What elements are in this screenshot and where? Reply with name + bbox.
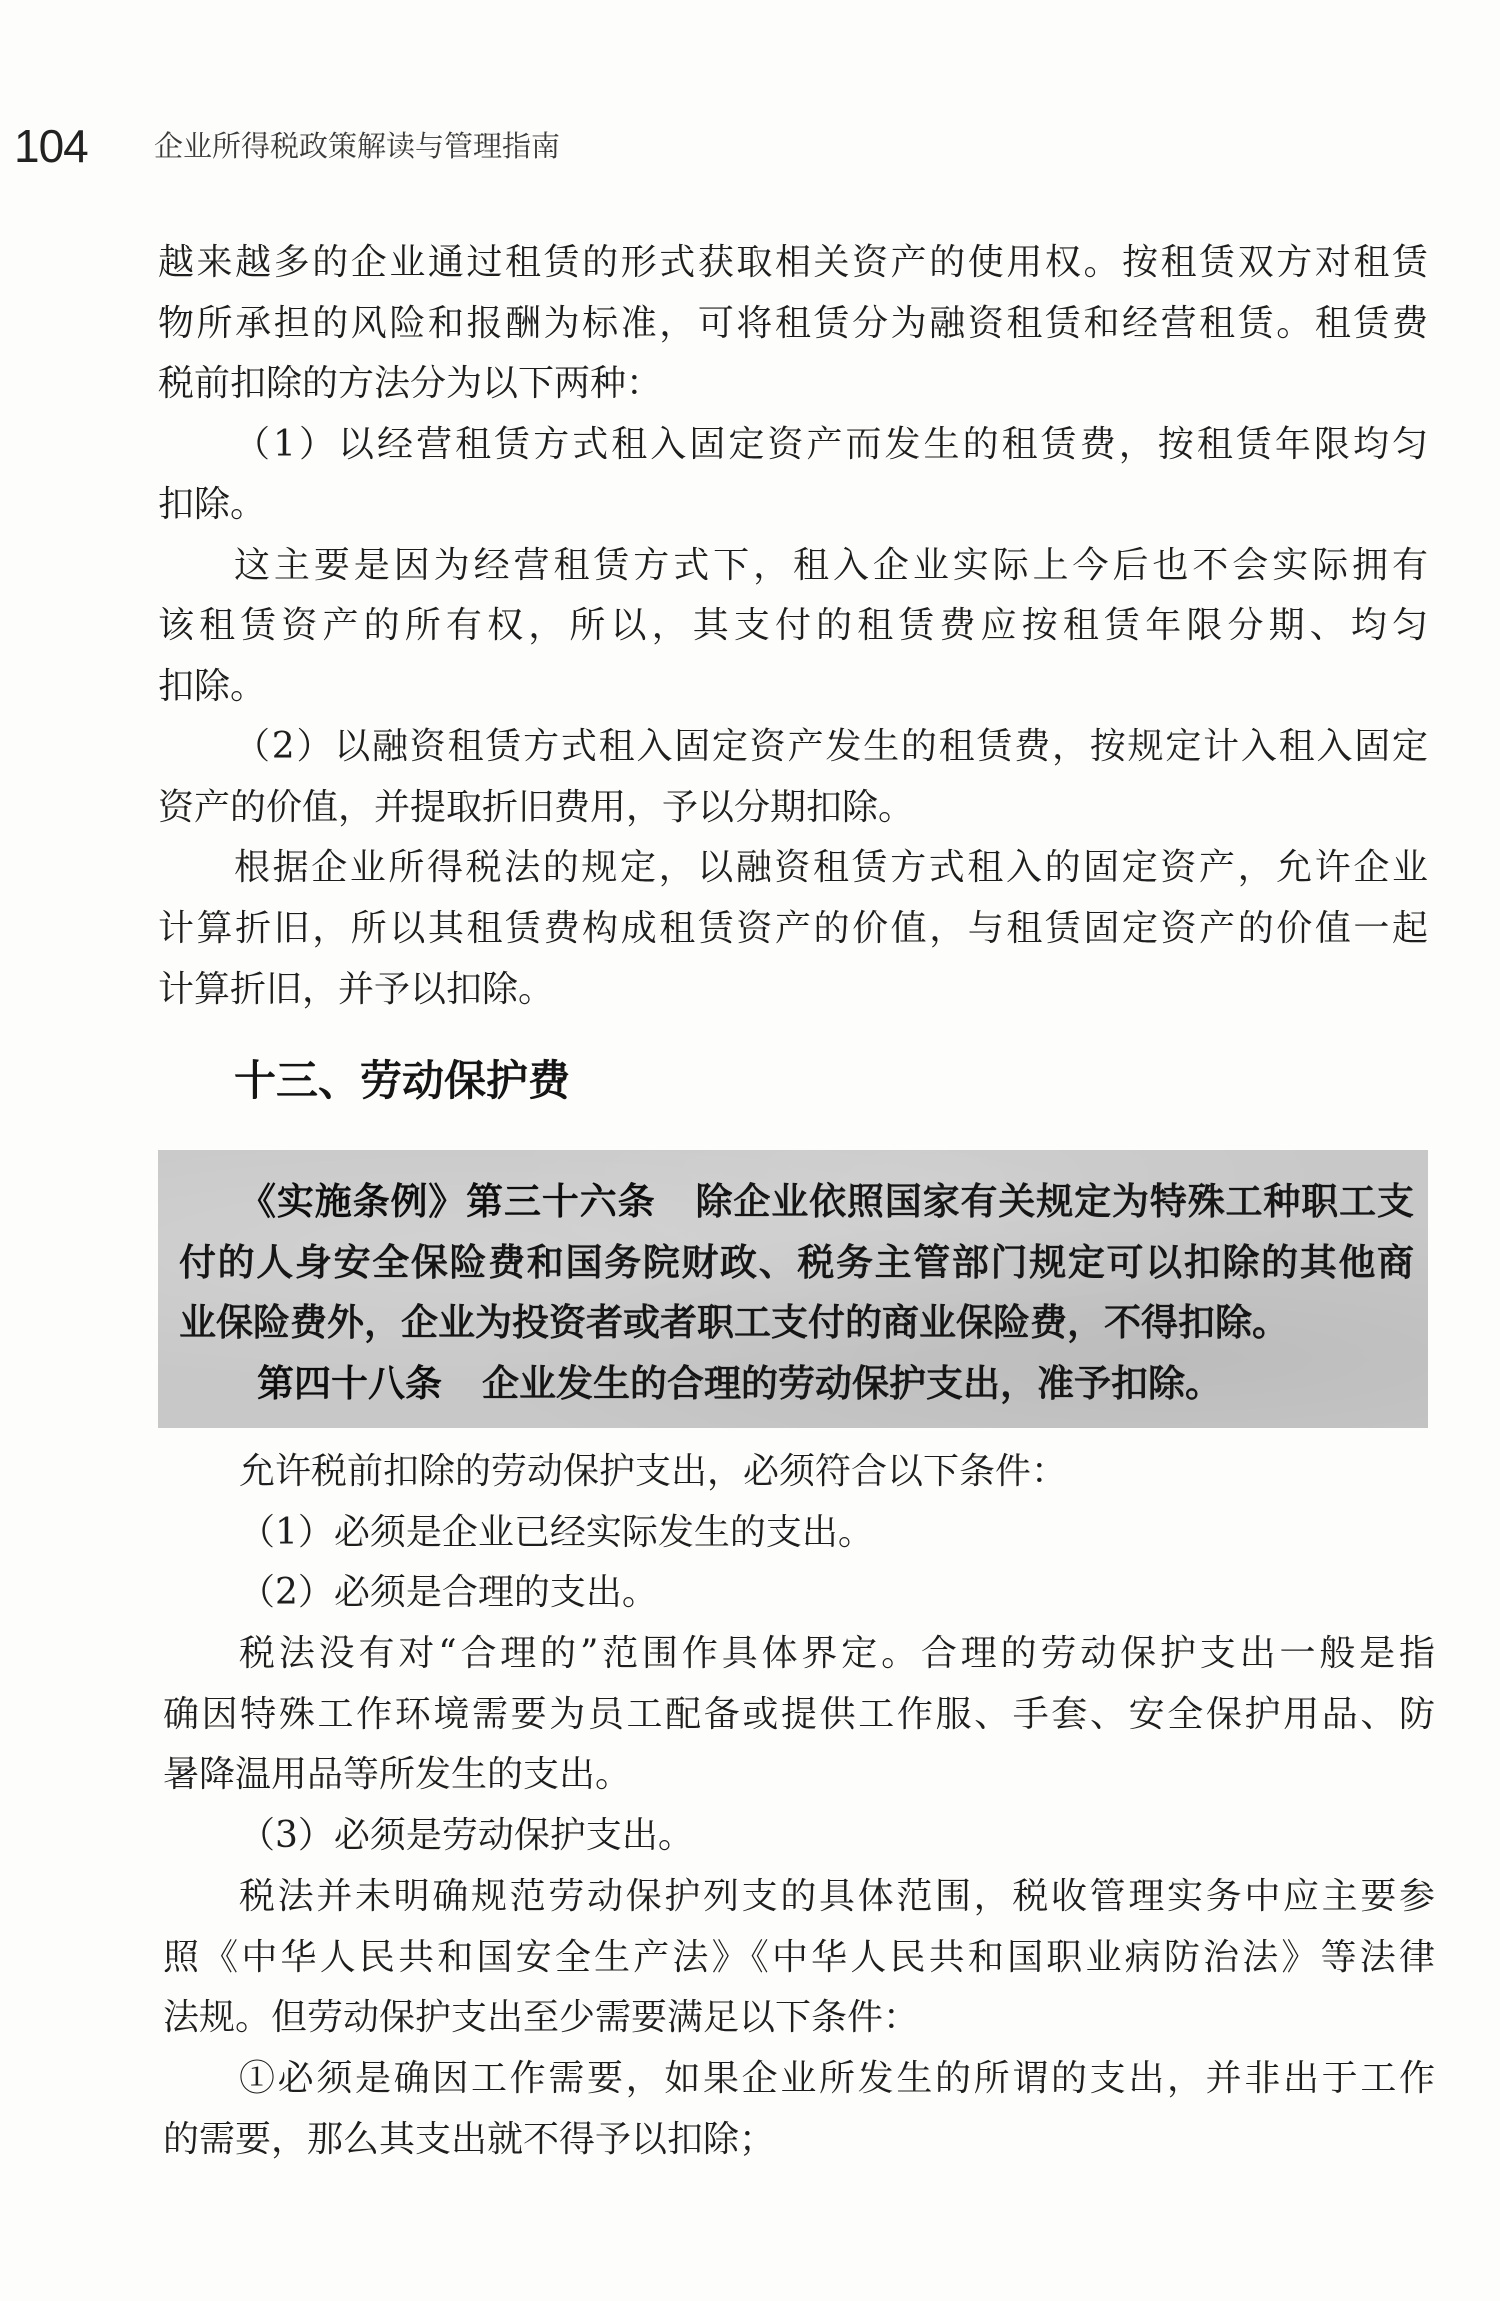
text-line: 这主要是因为经营租赁方式下，租入企业实际上今后也不会实际拥有 xyxy=(234,544,1428,586)
paragraph xyxy=(158,233,1428,415)
article-text: 企业发生的合理的劳动保护支出，准予扣除。 xyxy=(482,1360,1222,1405)
paragraph xyxy=(158,838,1428,1020)
text-line: 物所承担的风险和报酬为标准，可将租赁分为融资租赁和经营租赁。租赁费 xyxy=(158,302,1428,344)
text-line: 付的人身安全保险费和国务院财政、税务主管部门规定可以扣除的其他商 xyxy=(179,1239,1414,1284)
text-line: 的需要，那么其支出就不得予以扣除； xyxy=(163,2118,776,2160)
paragraph xyxy=(158,536,1428,718)
paragraph xyxy=(158,717,1428,838)
text-line: （2）以融资租赁方式租入固定资产发生的租赁费，按规定计入租入固定 xyxy=(234,726,1428,768)
text-line: 业保险费外，企业为投资者或者职工支付的商业保险费，不得扣除。 xyxy=(179,1300,1289,1344)
text-line: 根据企业所得税法的规定，以融资租赁方式租入的固定资产，允许企业 xyxy=(234,847,1428,889)
article-48-line xyxy=(179,1353,1414,1414)
article-label: 《实施条例》第三十六条 xyxy=(239,1180,656,1223)
text-line: 越来越多的企业通过租赁的形式获取相关资产的使用权。按租赁双方对租赁 xyxy=(158,242,1428,283)
text-line: 暑降温用品等所发生的支出。 xyxy=(163,1754,632,1796)
text-line: （3）必须是劳动保护支出。 xyxy=(239,1815,694,1857)
section-heading: 十三、劳动保护费 xyxy=(234,1056,571,1105)
text-line: 扣除。 xyxy=(158,665,267,707)
paragraph xyxy=(163,2049,1435,2170)
text-line: 照《中华人民共和国安全生产法》《中华人民共和国职业病防治法》等法律 xyxy=(163,1936,1435,1978)
text-line: 法规。但劳动保护支出至少需要满足以下条件： xyxy=(163,1997,920,2039)
article-36-line xyxy=(179,1171,1414,1232)
text-line: 税前扣除的方法分为以下两种： xyxy=(158,363,663,405)
text-line: 税法并未明确规范劳动保护列支的具体范围，税收管理实务中应主要参 xyxy=(239,1875,1435,1917)
text-line: 税法没有对“合理的”范围作具体界定。合理的劳动保护支出一般是指 xyxy=(239,1633,1435,1675)
labor-section xyxy=(163,1442,1435,2170)
lease-section xyxy=(158,233,1428,1020)
paragraph xyxy=(163,1442,1435,1503)
paragraph xyxy=(163,1806,1435,1867)
page-number: 104 xyxy=(14,120,88,172)
paragraph xyxy=(163,1624,1435,1806)
text-line: 计算折旧，并予以扣除。 xyxy=(158,968,555,1010)
text-line: ①必须是确因工作需要，如果企业所发生的所谓的支出，并非出于工作 xyxy=(239,2057,1435,2099)
text-line: （1）必须是企业已经实际发生的支出。 xyxy=(239,1511,874,1553)
paragraph xyxy=(163,1503,1435,1564)
regulation-quote-box xyxy=(158,1150,1428,1428)
paragraph xyxy=(163,1563,1435,1624)
text-line: （2）必须是合理的支出。 xyxy=(239,1572,658,1614)
text-line: 允许税前扣除的劳动保护支出，必须符合以下条件： xyxy=(239,1451,1068,1492)
article-text: 除企业依照国家有关规定为特殊工种职工支 xyxy=(695,1179,1415,1223)
article-label: 第四十八条 xyxy=(257,1361,442,1405)
text-line: （1）以经营租赁方式租入固定资产而发生的租赁费，按租赁年限均匀 xyxy=(234,423,1428,465)
paragraph xyxy=(158,415,1428,536)
text-line: 计算折旧，所以其租赁费构成租赁资产的价值，与租赁固定资产的价值一起 xyxy=(158,908,1428,950)
paragraph xyxy=(163,1867,1435,2049)
running-title: 企业所得税政策解读与管理指南 xyxy=(154,129,561,163)
text-line: 扣除。 xyxy=(158,484,267,526)
text-line: 确因特殊工作环境需要为员工配备或提供工作服、手套、安全保护用品、防 xyxy=(163,1693,1435,1735)
text-line: 资产的价值，并提取折旧费用，予以分期扣除。 xyxy=(158,786,915,828)
text-line: 该租赁资产的所有权，所以，其支付的租赁费应按租赁年限分期、均匀 xyxy=(158,605,1428,647)
